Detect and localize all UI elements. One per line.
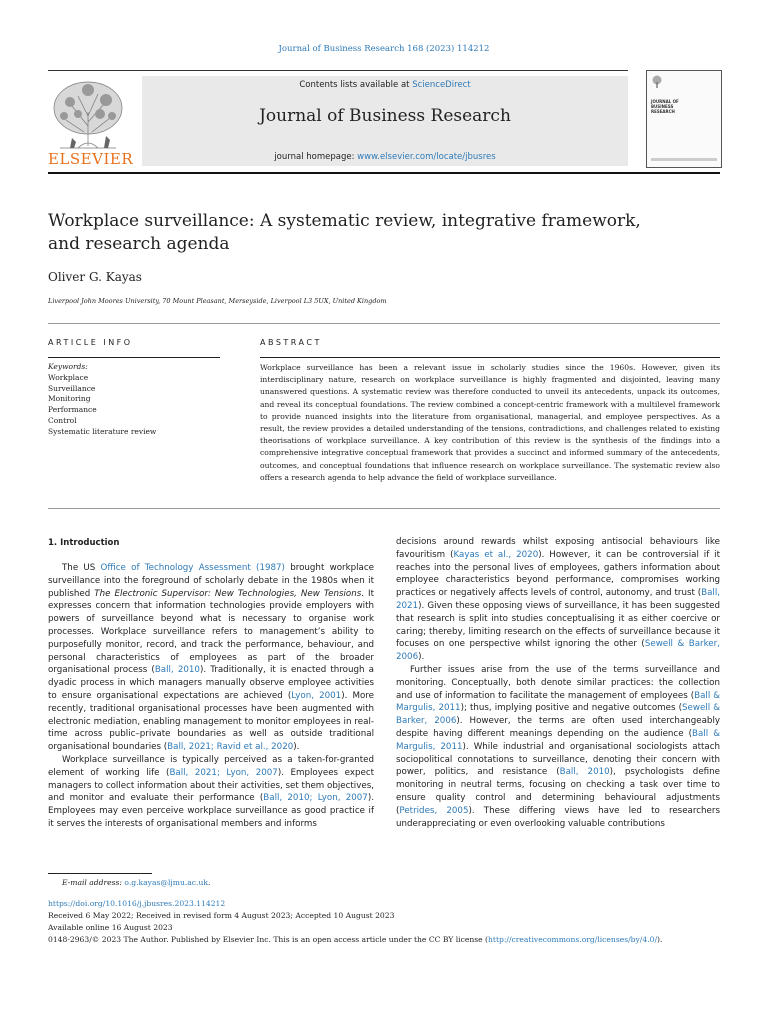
author-email: E-mail address: o.g.kayas@ljmu.ac.uk. [62,878,211,887]
author-affiliation: Liverpool John Moores University, 70 Mount Pleasant, Merseyside, Liverpool L3 5UX, United Kingdom [48,297,387,305]
keyword-item: Systematic literature review [48,426,157,436]
citation-link[interactable]: Ball, 2021; Ravid et al., 2020 [167,742,294,753]
homepage-prefix: journal homepage: [274,152,358,162]
citation-link[interactable]: Ball & Margulis, 2011 [396,728,720,752]
citation-link[interactable]: Ball, 2021 [396,588,720,611]
email-label: E-mail address: [62,878,122,887]
masthead-top-rule [48,70,628,71]
section-heading-introduction: 1. Introduction [48,538,120,548]
publisher-wordmark: ELSEVIER [48,150,134,168]
citation-link[interactable]: Ball, 2010; Lyon, 2007 [263,793,368,804]
author-name: Oliver G. Kayas [48,270,142,284]
article-footer [48,898,728,946]
doi-link[interactable]: https://doi.org/10.1016/j.jbusres.2023.114212 [48,899,226,908]
received-dates: Received 6 May 2022; Received in revised form 4 August 2023; Accepted 10 August 2023 [48,911,395,920]
journal-title: Journal of Business Research [259,106,511,126]
keyword-item: Performance [48,405,97,415]
paragraph: Workplace surveillance is typically perceived as a taken-for-granted element of working life (Ball, 2021; Lyon, 2007). Employees expect managers to collect information about their activities, set them objectives, and monitor and evaluate their performance (Ball, 2010; Lyon, 2007). Employees may even perceive workplace surveillance as good practice if it serves the interests of organisational members and informs [48,754,374,829]
citation-link[interactable]: Lyon, 2001 [291,690,342,701]
paragraph: decisions around rewards whilst exposing antisocial behaviours like favouritism (Kayas et al., 2020). However, it can be controversial if it reaches into the personal lives of employees, gathers information about employee characteristics beyond performance, compromises working practices or negatively affects levels of control, autonomy, and trust (Ball, 2021). Given these opposing views of surveillance, it has been suggested that research is split into studies conceptualising it as either coercive or caring; thereby, limiting research on the effects of surveillance because it focuses on one perspective whilst ignoring the other (Sewell & Barker, 2006). [396,537,720,663]
paragraph: Further issues arise from the use of the terms surveillance and monitoring. Conceptually, both denote similar practices: the collection and use of information to facilitate the management of employees (Ball & Margulis, 2011); thus, implying positive and negative outcomes (Sewell & Barker, 2006). However, the terms are often used interchangeably despite having different meanings depending on the audience (Ball & Margulis, 2011). While industrial and organisational sociologists attach sociopolitical connotations to surveillance, denoting their concern with power, politics, and resistance (Ball, 2010), psychologists define monitoring in neutral terms, focusing on checking a task over time to ensure quality control and determining behavioural adjustments (Petrides, 2005). These differing views have led to researchers underappreciating or even overlooking valuable contributions [396,664,721,829]
citation-link[interactable]: Petrides, 2005 [399,805,469,816]
abstract-rule [260,357,720,358]
email-link[interactable]: o.g.kayas@ljmu.ac.uk [124,878,208,887]
cover-logo-icon [651,75,663,89]
title-separator [48,323,720,324]
keywords-label: Keywords: [48,362,88,371]
keywords-list [48,362,228,438]
abstract-text: Workplace surveillance has been a relevant issue in scholarly studies since the 1960s. However, given its interdisciplinary nature, research on workplace surveillance is highly fragmented and disjointed, leaving many unanswered questions. A systematic review was therefore conducted to unveil its antecedents, unpack its outcomes, and reveal its conceptual foundations. The review combined a concept-centric framework with a multilevel framework to provide nuanced insights into the literature from organisational, managerial, and employee perspectives. As a result, the review provides a detailed understanding of the tensions, contradictions, and challenges related to existing theorisations of workplace surveillance. A key contribution of this review is the synthesis of the findings into a comprehensive integrative conceptual framework that provides a succinct and informed summary of the antecedents, outcomes, and conceptual foundations that influence research on workplace surveillance. The systematic review also offers a research agenda to help advance the field of workplace surveillance. [260,363,720,482]
contents-prefix: Contents lists available at [299,80,413,90]
license-link[interactable]: http://creativecommons.org/licenses/by/4.0/ [488,935,658,944]
citation-link[interactable]: Ball, 2010 [154,665,200,676]
masthead-bottom-rule [48,172,720,174]
contents-line [142,80,628,90]
keyword-item: Workplace [48,372,89,382]
article-info-heading: ARTICLE INFO [48,338,133,347]
footnote-rule [48,873,152,874]
citation-link[interactable]: Ball, 2010 [559,767,610,778]
journal-citation[interactable] [0,44,768,54]
available-online: Available online 16 August 2023 [48,923,173,932]
article-info-rule [48,357,220,358]
keyword-item: Control [48,415,77,425]
cover-bar [651,158,717,161]
citation-link[interactable]: Office of Technology Assessment (1987) [100,563,285,573]
article-title: Workplace surveillance: A systematic review, integrative framework, and research agenda [48,211,641,254]
license-line: 0148-2963/© 2023 The Author. Published by Elsevier Inc. This is an open access article under the CC BY license (http://creativecommons.org/licenses/by/4.0/). [48,935,663,944]
citation-link[interactable]: Ball, 2021; Lyon, 2007 [169,767,278,778]
citation-link[interactable]: Sewell & Barker, 2006 [396,639,720,663]
keyword-item: Surveillance [48,383,96,393]
citation-link[interactable]: Kayas et al., 2020 [453,549,539,560]
homepage-line [142,152,628,162]
body-column-right [396,536,720,830]
paragraph: The US Office of Technology Assessment (1987) brought workplace surveillance into the foreground of scholarly debate in the 1980s when it published The Electronic Supervisor: New Technologies, New Tensions. It expresses concern that information technologies provide employers with powers of surveillance beyond what is necessary to organise work processes. Workplace surveillance refers to management’s ability to purposefully monitor, record, and track the performance, behaviour, and personal characteristics of employees as part of the broader organisational process (Ball, 2010). Traditionally, it is enacted through a dyadic process in which managers manually observe employee activities to ensure organisational expectations are achieved (Lyon, 2001). More recently, traditional organisational processes have been augmented with electronic mediation, enabling management to monitor employees in real-time across public–private boundaries as well as outside traditional organisational boundaries (Ball, 2021; Ravid et al., 2020). [48,563,375,753]
body-column-left [48,562,374,831]
sciencedirect-link[interactable]: ScienceDirect [412,80,471,90]
abstract-bottom-rule [48,508,720,509]
citation-link[interactable]: Ball & Margulis, 2011 [396,690,720,714]
keyword-item: Monitoring [48,394,91,404]
journal-cover [646,70,722,168]
cover-title: JOURNAL OF BUSINESS RESEARCH [651,99,679,114]
abstract-heading: ABSTRACT [260,338,322,347]
citation-link[interactable]: Journal of Business Research 168 (2023) 114212 [278,44,490,54]
homepage-link[interactable]: www.elsevier.com/locate/jbusres [357,152,496,162]
citation-link[interactable]: Sewell & Barker, 2006 [396,703,720,727]
